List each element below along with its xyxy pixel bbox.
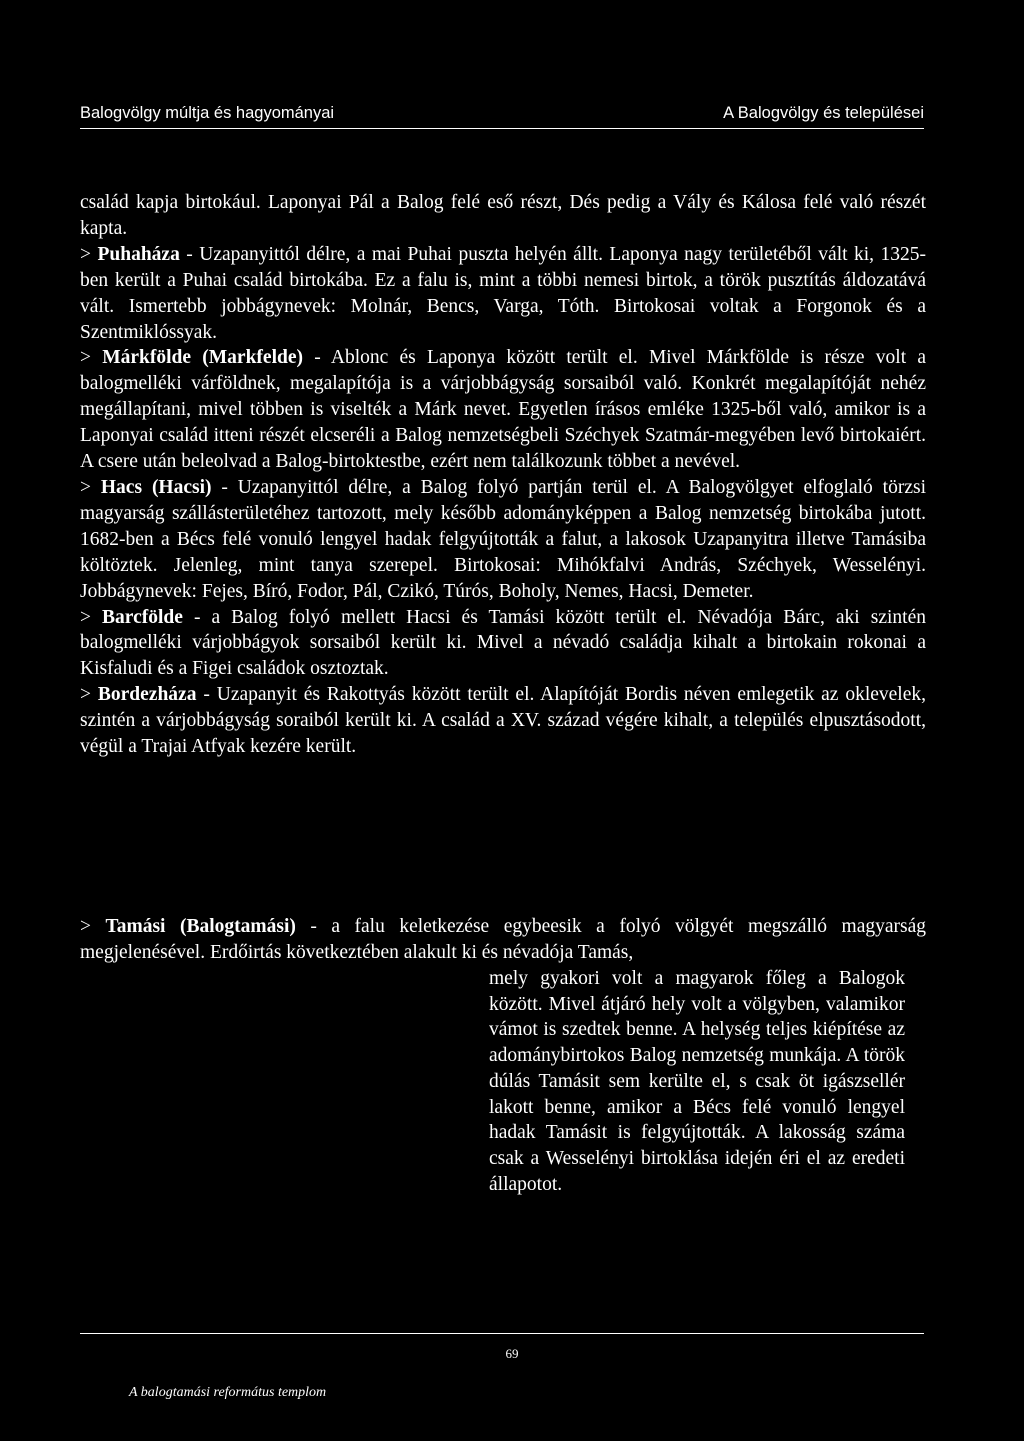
intro-paragraph: család kapja birtokául. Laponyai Pál a Balog felé eső részt, Dés pedig a Vály és Kálosa felé való részét kapta. bbox=[80, 192, 926, 239]
entry-text: - Ablonc és Laponya között terült el. Mivel Márkfölde is része volt a balogmelléki várföldnek, megalapítója is a várjobbágyság sorsaiból való. Konkrét megalapítóját nehéz megállapítani, mivel többen is viselték a Márk nevet. Egyetlen írásos emléke 1325-ből való, amikor is a Laponyai család itteni részét elcseréli a Balog nemzetségbeli Széchyek Szatmár-megyében levő birtokaiért. A csere után beleolvad a Balog-birtoktestbe, ezért nem találkozunk többet a nevével. bbox=[80, 347, 927, 473]
entry-title: Puhaháza bbox=[97, 243, 180, 265]
entry-text: - a falu keletkezése egybeesik a folyó völgyét megszálló magyarság megjelenésével. Erdőirtás következtében alakult ki és névadója Tamás, bbox=[80, 916, 926, 963]
entry-text: - Uzapanyit és Rakottyás között terült el. Alapítóját Bordis néven emlegetik az oklevelek, szintén a várjobbágyság soraiból került ki. A család a XV. század végére kihalt, a település elpusztásodott, végül a Trajai Atfyak kezére került. bbox=[80, 684, 927, 758]
entry-title: Hacs (Hacsi) bbox=[100, 476, 212, 498]
entry-title: Barcfölde bbox=[102, 606, 183, 628]
entry-tamasi bbox=[80, 914, 926, 966]
entry-title: Bordezháza bbox=[97, 684, 197, 706]
header-book-title: Balogvölgy múltja és hagyományai bbox=[80, 104, 335, 122]
entry-bordezhaza bbox=[80, 682, 926, 760]
header-rule bbox=[80, 128, 924, 129]
entry-text: - Uzapanyittól délre, a mai Puhai puszta helyén állt. Laponya nagy területéből vált ki, 1325-ben került a Puhai család birtokába. Ez a falu is, mint a többi nemesi birtok, a török pusztítás áldozatává vált. Ismertebb jobbágynevek: Molnár, Bencs, Varga, Tóth. Birtokosai voltak a Forgonok és a Szentmiklóssyak. bbox=[80, 243, 927, 343]
entry-puhahaza bbox=[80, 242, 926, 346]
entry-barcfolde bbox=[80, 605, 926, 683]
entry-marker: > bbox=[80, 476, 91, 498]
entry-tamasi-continuation: mely gyakori volt a magyarok főleg a Balogok között. Mivel átjáró hely volt a völgyben, valamikor vámot is szedtek benne. A helység teljes kiépítése az adománybirtokos Balog nemzetség munkája. A török dúlás Tamásit sem kerülte el, s csak öt igászsellér lakott benne, amikor a Bécs felé vonuló lengyel hadak Tamásit is felgyújtották. A lakosság száma csak a Wesselényi birtoklása idején éri el az eredeti állapotot. bbox=[489, 968, 905, 1195]
footer-rule bbox=[80, 1333, 924, 1334]
entry-title: Tamási (Balogtamási) bbox=[105, 916, 296, 937]
header-chapter-title: A Balogvölgy és települései bbox=[723, 104, 924, 122]
running-header bbox=[80, 104, 924, 123]
entry-title: Márkfölde (Markfelde) bbox=[102, 347, 303, 369]
entry-hacs bbox=[80, 475, 926, 605]
entry-markfolde bbox=[80, 345, 926, 475]
entry-marker: > bbox=[80, 606, 91, 628]
church-photo bbox=[80, 965, 470, 1370]
entry-marker: > bbox=[80, 684, 91, 706]
entry-marker: > bbox=[80, 347, 91, 369]
figure-caption: A balogtamási református templom bbox=[129, 1385, 327, 1400]
entry-marker: > bbox=[80, 243, 91, 265]
entry-marker: > bbox=[80, 916, 91, 937]
entry-text: - Uzapanyittól délre, a Balog folyó partján terül el. A Balogvölgyet elfoglaló törzsi magyarság szállásterületéhez tartozott, mely később adományképpen a Balog nemzetség birtokába jutott. 1682-ben a Bécs felé vonuló lengyel hadak felgyújtották a falut, a lakosok Uzapanyitra illetve Tamásiba költöztek. Jelenleg, mint tanya szerepel. Birtokosai: Mihókfalvi András, Széchyek, Wesselényi. Jobbágynevek: Fejes, Bíró, Fodor, Pál, Czikó, Túrós, Boholy, Nemes, Hacsi, Demeter. bbox=[80, 476, 926, 602]
page-number: 69 bbox=[505, 1346, 519, 1361]
entry-text: - a Balog folyó mellett Hacsi és Tamási között terült el. Névadója Bárc, aki szintén balogmelléki várjobbágyok sorsaiból került ki. Mivel a névadó családja kihalt a birtokain rokonai a Kisfaludi és a Figei családok osztoztak. bbox=[80, 606, 926, 680]
main-text bbox=[80, 190, 926, 760]
